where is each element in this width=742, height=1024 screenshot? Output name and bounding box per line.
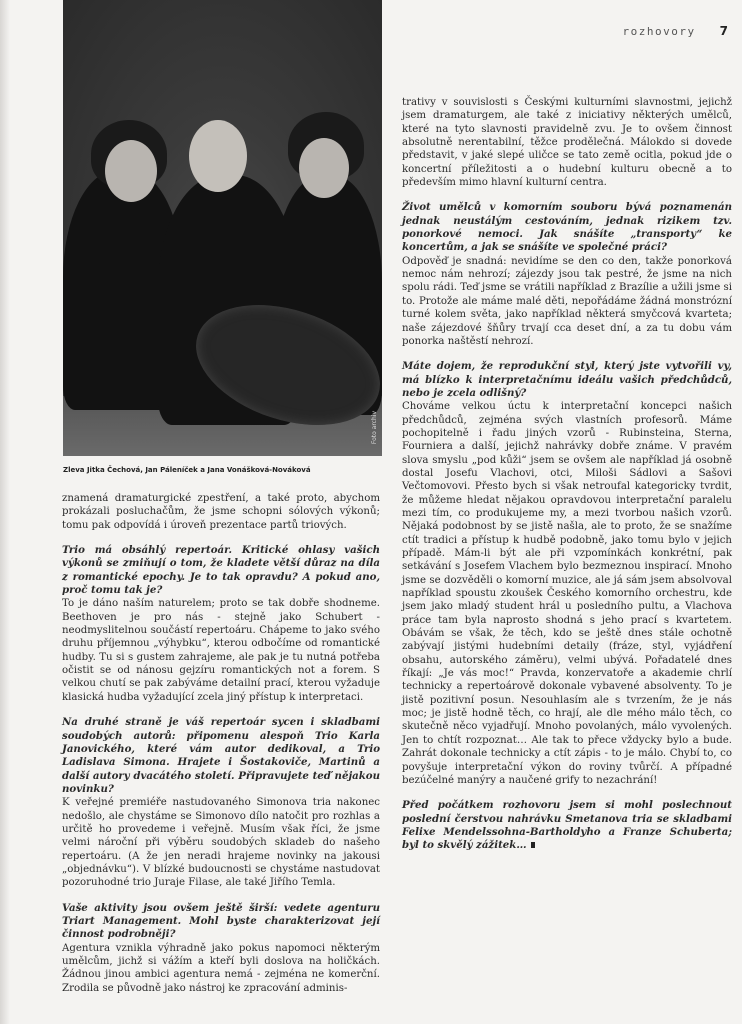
end-of-article-mark	[531, 842, 535, 848]
section-title: rozhovory	[622, 25, 696, 38]
right-column	[402, 96, 732, 853]
interview-question: Trio má obsáhlý repertoár. Kritické ohlasy vašich výkonů se zmiňují o tom, že kladete větší důraz na díla z romantické epochy. Je to tak opravdu? A pokud ano, proč tomu tak je?	[62, 544, 380, 597]
page-number: 7	[719, 24, 728, 38]
photo-credit: Foto archiv	[371, 410, 378, 444]
photo-caption: Zleva Jitka Čechová, Jan Páleníček a Jana Vonášková-Nováková	[63, 466, 311, 474]
trio-photo	[63, 0, 382, 456]
closing-question	[402, 799, 732, 852]
face-left	[105, 140, 157, 202]
page-gutter	[0, 0, 10, 1024]
interview-question: Vaše aktivity jsou ovšem ještě širší: vedete agenturu Triart Management. Mohl byste charakterizovat její činnost podrobněji?	[62, 901, 380, 941]
face-right	[299, 138, 349, 198]
continued-text: trativy v souvislosti s Českými kulturními slavnostmi, jejichž jsem dramaturgem, ale také z iniciativy některých umělců, které na tyto slavnosti pravidelně zvu. Je to ovšem činnost absolutně nerentabilní, těžce prodělečná. Málokdo si dovede představit, v jaké slepé uličce se tato země ocitla, pokud jde o koncertní příležitosti a o hudební kulturu obecně a to především mimo hlavní kulturní centra.	[402, 97, 732, 189]
interview-question: Máte dojem, že reprodukční styl, který jste vytvořili vy, má blízko k interpretačnímu ideálu vašich předchůdců, nebo je zcela odlišný?	[402, 360, 732, 399]
left-column	[62, 492, 380, 995]
interview-answer: To je dáno naším naturelem; proto se tak dobře shodneme. Beethoven je pro nás - stejně jako Schubert - neodmyslitelnou součástí repertoáru. Chápeme to jako svého druhu příjemnou „výhybku“, kterou odbočíme od romantické hudby. Tu si s gustem zahrajeme, ale pak je tu nutná potřeba očistit se od nánosu gejzíru romantických not a forem. S velkou chutí se pak zabýváme detailní prací, kterou vyžaduje klasická hudba vyžadující zcela jiný přístup k interpretaci.	[62, 598, 380, 703]
face-middle	[189, 120, 247, 192]
interview-answer: Agentura vznikla výhradně jako pokus napomoci některým umělcům, jichž si vážím a kteří byli doslova na holičkách. Žádnou jinou ambici agentura nemá - zejména ne komerční. Zrodila se původně jako nástroj ke zpracování adminis-	[62, 942, 380, 994]
closing-question-text: Před počátkem rozhovoru jsem si mohl poslechnout poslední čerstvou nahrávku Smetanova tria se skladbami Felixe Mendelssohna-Bartholdyho a Franze Schuberta; byl to skvělý zážitek…	[402, 799, 732, 852]
interview-answer: Chováme velkou úctu k interpretační koncepci našich předchůdců, zejména svých vlastních profesorů. Máme pochopitelně i řadu jiných vzorů - Rubinsteina, Sterna, Fourniera a další, jejichž nahrávky dobře známe. V pravém slova smyslu „pod kůži“ jsem se ovšem ale například já osobně dostal Josefu Vlachovi, otci, Miloši Sádlovi a Sašovi Večtomovovi. Přesto bych si však netroufal kategoricky tvrdit, že můžeme hledat nějakou opravdovou interpretační paralelu mezi tím, co produkujeme my, a mezi tvorbou našich vzorů. Nějaká podobnost by se jistě našla, ale to proto, že se snažíme ctít tradici a přístup k hudbě podobně, jako tomu bylo v jejich případě. Mám-li být ale při vzpomínkách konkrétní, pak setkávání s Josefem Vlachem bylo bezmeznou inspirací. Mnoho jsme se dozvěděli o komorní muzice, ale já sám jsem absolvoval například spoustu zkoušek Českého komorního orchestru, kde jsem jako mladý student hrál u posledního pultu, a Vlachova práce tam byla naprosto shodná s jeho prací s kvartetem. Obávám se však, že těch, kdo se ještě dnes stále ochotně zabývají jistými hudebními detaily (fráze, styl, vyjádření obsahu, autorského záměru), velmi ubývá. Pořadatelé dnes říkají: „Je vás moc!“ Pravda, konzervatoře a akademie chrlí technicky a repertoárově dokonale vybavené absolventy. To je jistě pozitivní posun. Nesouhlasím ale s tvrzením, že je nás moc; je jistě hodně těch, co hrají, ale dle mého málo těch, co skutečně něco vyjadřují. Mnoho povolaných, málo vyvolených. Jen to chtít rozpoznat… Ale tak to přece vždycky bylo a bude. Zahrát dokonale technicky a ctít zápis - to je málo. Chybí to, co povyšuje interpretační výkon do roviny tvůrčí. A případné bezúčelné manýry a naučené grify to nezachrání!	[402, 401, 732, 786]
interview-answer: K veřejné premiéře nastudovaného Simonova tria nakonec nedošlo, ale chystáme se Simonovo dílo natočit pro rozhlas a určitě ho provedeme i veřejně. Musím však říci, že jsme velmi nároční při výběru soudobých skladeb do našeho repertoáru. (A že jen neradi hrajeme novinky na jakousi „objednávku“). V blízké budoucnosti se chystáme nastudovat pozoruhodné trio Juraje Filase, ale také Jiřího Temla.	[62, 797, 380, 889]
interview-question: Na druhé straně je váš repertoár sycen i skladbami soudobých autorů: připomenu alespoň Trio Karla Janovického, které vám autor dedikoval, a Trio Ladislava Simona. Hrajete i Šostakoviče, Martinů a další autory dvacátého století. Připravujete teď nějakou novinku?	[62, 716, 380, 795]
running-header	[623, 24, 728, 38]
interview-question: Život umělců v komorním souboru bývá poznamenán jednak neustálým cestováním, jednak rizikem tzv. ponorkové nemoci. Jak snášíte „transporty“ ke koncertům, a jak se snášíte ve společné práci?	[402, 201, 732, 254]
interview-answer: Odpověď je snadná: nevidíme se den co den, takže ponorková nemoc nám nehrozí; zájezdy jsou tak pestré, že jsme na nich spolu rádi. Teď jsme se vrátili například z Brazílie a užili jsme si to. Protože ale máme malé děti, nepořádáme žádná monstrózní turné kolem světa, jako například některá smyčcová kvarteta; naše zájezdové šňůry trvají cca deset dní, a za tu dobu vám ponorka naštěstí nehrozí.	[402, 255, 732, 347]
continued-text: znamená dramaturgické zpestření, a také proto, abychom prokázali posluchačům, že jsme schopni sólových výkonů; tomu pak odpovídá i úroveň prezentace partů triových.	[62, 493, 380, 531]
